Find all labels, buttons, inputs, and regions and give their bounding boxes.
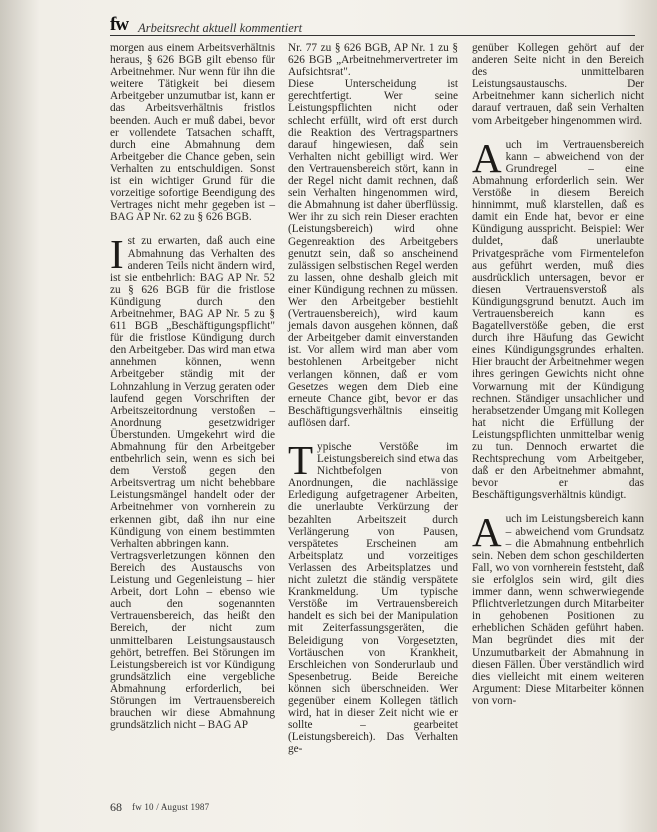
paragraph: [110, 231, 276, 550]
drop-cap: A: [472, 134, 502, 181]
paragraph: [288, 437, 458, 756]
paragraph-text: ypische Verstöße im Leistungsbereich sind etwa das Nichtbefolgen von Anordnungen, die nachlässige Erledigung aufgetragener Arbeiten, die unerlaubte Verkürzung der bezahlten Arbeitszeit durch Verlängerung von Pausen, verspätetes Erscheinen am Arbeitsplatz und vorzeitiges Verlassen des Arbeitsplatzes und nicht zuletzt die ständig verspätete Krankmeldung. Um typische Verstöße im Vertrauensbereich handelt es sich bei der Manipulation mit Zeiterfassungsgeräten, die Beleidigung von Vorgesetzten, Vortäuschen von Krankheit, Erschleichen von Sonderurlaub und Spesenbetrug. Beide Bereiche können sich überschneiden. Wer gegenüber einem Kollegen tätlich wird, hat in dieser Zeit nicht wie er sollte – gearbeitet (Leistungsbereich). Das Verhalten ge-: [288, 441, 458, 756]
paragraph-text: uch im Vertrauensbereich kann – abweichend von der Grundregel – eine Abmahnung erforderlich sein. Wer Verstöße in diesem Bereich hinnimmt, muß klarstellen, daß es damit ein Ende hat, bevor er eine Kündigung ausspricht. Beispiel: Wer duldet, daß unerlaubte Privatgespräche vom Firmentelefon aus geführt werden, muß dies ausdrücklich untersagen, bevor er diesen Vertrauensverstoß als Kündigungsgrund benutzt. Auch im Vertrauensbereich kann es Bagatellverstöße geben, die erst durch ihre Häufung das Gewicht eines Kündigungsgrundes erhalten. Hier braucht der Arbeitnehmer wegen ihres geringen Gewichts nicht ohne Vorwarnung mit der Kündigung rechnen. Ständiger unsachlicher und herabsetzender Umgang mit Kollegen hat nicht die Erfüllung der Leistungspflichten unmittelbar wenig zu tun. Dennoch erwartet die Rechtsprechung vom Arbeitgeber, daß er den Arbeitnehmer abmahnt, bevor er das Beschäftigungsverhältnis kündigt.: [472, 138, 644, 502]
issue-reference: fw 10 / August 1987: [132, 802, 210, 812]
page-binding-shadow: [0, 0, 40, 832]
header-rule: [110, 35, 635, 36]
paragraph-text: st zu erwarten, daß auch eine Abmahnung das Verhalten des anderen Teils nicht ändern wird, ist sie entbehrlich: BAG AP Nr. 52 zu § 626 BGB für die fristlose Kündigung durch den Arbeitnehmer, BAG AP Nr. 5 zu § 611 BGB „Beschäftigungspflicht" für die fristlose Kündigung durch den Arbeitgeber. Das wird man etwa annehmen können, wenn Arbeitgeber ständig mit der Lohnzahlung in Verzug geraten oder laufend gegen Vorschriften der Arbeitszeitordnung verstoßen – Anordnung gesetzwidriger Überstunden. Umgekehrt wird die Abmahnung für den Arbeitgeber entbehrlich sein, wenn es sich bei dem Verstoß gegen den Arbeitsvertrag um nicht behebbare Leistungsmängel handelt oder der Arbeitnehmer von vornherein zu erkennen gibt, daß ihn nur eine Kündigung von einem bestimmten Verhalten abbringen kann.: [110, 235, 276, 550]
paragraph: genüber Kollegen gehört auf der anderen Seite nicht in den Bereich des unmittelbaren Leistungsaustauschs. Der Arbeitnehmer kann sicherlich nicht darauf vertrauen, daß sein Verhalten vom Arbeitgeber hingenommen wird.: [472, 42, 644, 127]
magazine-logo: fw: [110, 14, 129, 35]
page-footer: [110, 800, 410, 814]
paragraph: morgen aus einem Arbeitsverhältnis heraus, § 626 BGB gilt ebenso für Arbeitnehmer. Nur wenn für ihn die weitere Tätigkeit bei diesem Arbeitgeber unzumutbar ist, kann er das Arbeitsverhältnis fristlos beenden. Auch er muß dabei, bevor er vollendete Tatsachen schafft, durch eine Abmahnung dem Arbeitgeber die Chance geben, sein Verhalten zu entschuldigen. Sonst ist ein wichtiger Grund für die vorzeitige sofortige Beendigung des Vertrages nicht mehr gegeben ist – BAG AP Nr. 62 zu § 626 BGB.: [110, 42, 275, 224]
paragraph: [472, 509, 644, 707]
paragraph: Diese Unterscheidung ist gerechtfertigt. Wer seine Leistungspflichten nicht oder schlecht erfüllt, wird oft erst durch die Reaktion des Vertragspartners darauf hingewiesen, daß sein Verhalten nicht gebilligt wird. Wer den Vertrauensbereich stört, kann in der Regel nicht damit rechnen, daß sein Verhalten hingenommen wird, die Abmahnung ist daher überflüssig. Wer ihr zu sich rein Dieser erachten (Leistungsbereich) wird ohne Gegenreaktion des Arbeitgebers genutzt sein, daß so anscheinend zulässigen selbstischen Regel werden zu lassen, ohne deshalb gleich mit einer Kündigung rechnen zu müssen. Wer den Arbeitgeber bestiehlt (Vertrauensbereich), wird kaum jemals davon ausgehen können, daß der Arbeitgeber damit einverstanden ist. Vor allem wird man aber vom bestohlenen Arbeitgeber nicht verlangen können, daß er vom Gesetzes wegen dem Dieb eine erneute Chance gibt, bevor er das Beschäftigungsverhältnis einseitig auflösen darf.: [288, 78, 458, 429]
page-number: 68: [110, 799, 122, 814]
paragraph: [472, 134, 644, 502]
section-title: Arbeitsrecht aktuell kommentiert: [138, 20, 303, 35]
page-header: [110, 12, 630, 34]
paragraph: Nr. 77 zu § 626 BGB, AP Nr. 1 zu § 626 BGB „Arbeitnehmervertreter im Aufsichtsrat".: [288, 42, 458, 79]
drop-cap: I: [110, 231, 124, 278]
paragraph-text: uch im Leistungsbereich kann – abweichend vom Grundsatz – die Abmahnung entbehrlich sein. Neben dem schon geschilderten Fall, wo von vornherein feststeht, daß sie erfolglos sein wird, gilt dies immer dann, wenn schwerwiegende Pflichtverletzungen durch Mitarbeiter in gehobenen Positionen zu erheblichen Schäden geführt haben. Man begründet dies mit der Unzumutbarkeit der Abmahnung in diesen Fällen. Über verständlich wird dies vielleicht mit einem weiteren Argument: Diese Mitarbeiter können von vorn-: [472, 513, 644, 707]
drop-cap: A: [472, 509, 502, 556]
paragraph: Vertragsverletzungen können den Bereich des Austauschs von Leistung und Gegenleistung – hier Arbeit, dort Lohn – ebenso wie auch den sogenannten Vertrauensbereich, das heißt den Bereich, der nicht zum unmittelbaren Leistungsaustausch gehört, betreffen. Bei Störungen im Leistungsbereich ist vor Kündigung grundsätzlich eine vergebliche Abmahnung erforderlich, bei Störungen im Vertrauensbereich brauchen wir diese Abmahnung grundsätzlich nicht – BAG AP: [110, 549, 275, 732]
text-column-1: [110, 42, 275, 731]
drop-cap: T: [288, 437, 314, 483]
text-column-3: [472, 42, 644, 707]
text-column-2: [288, 42, 458, 755]
